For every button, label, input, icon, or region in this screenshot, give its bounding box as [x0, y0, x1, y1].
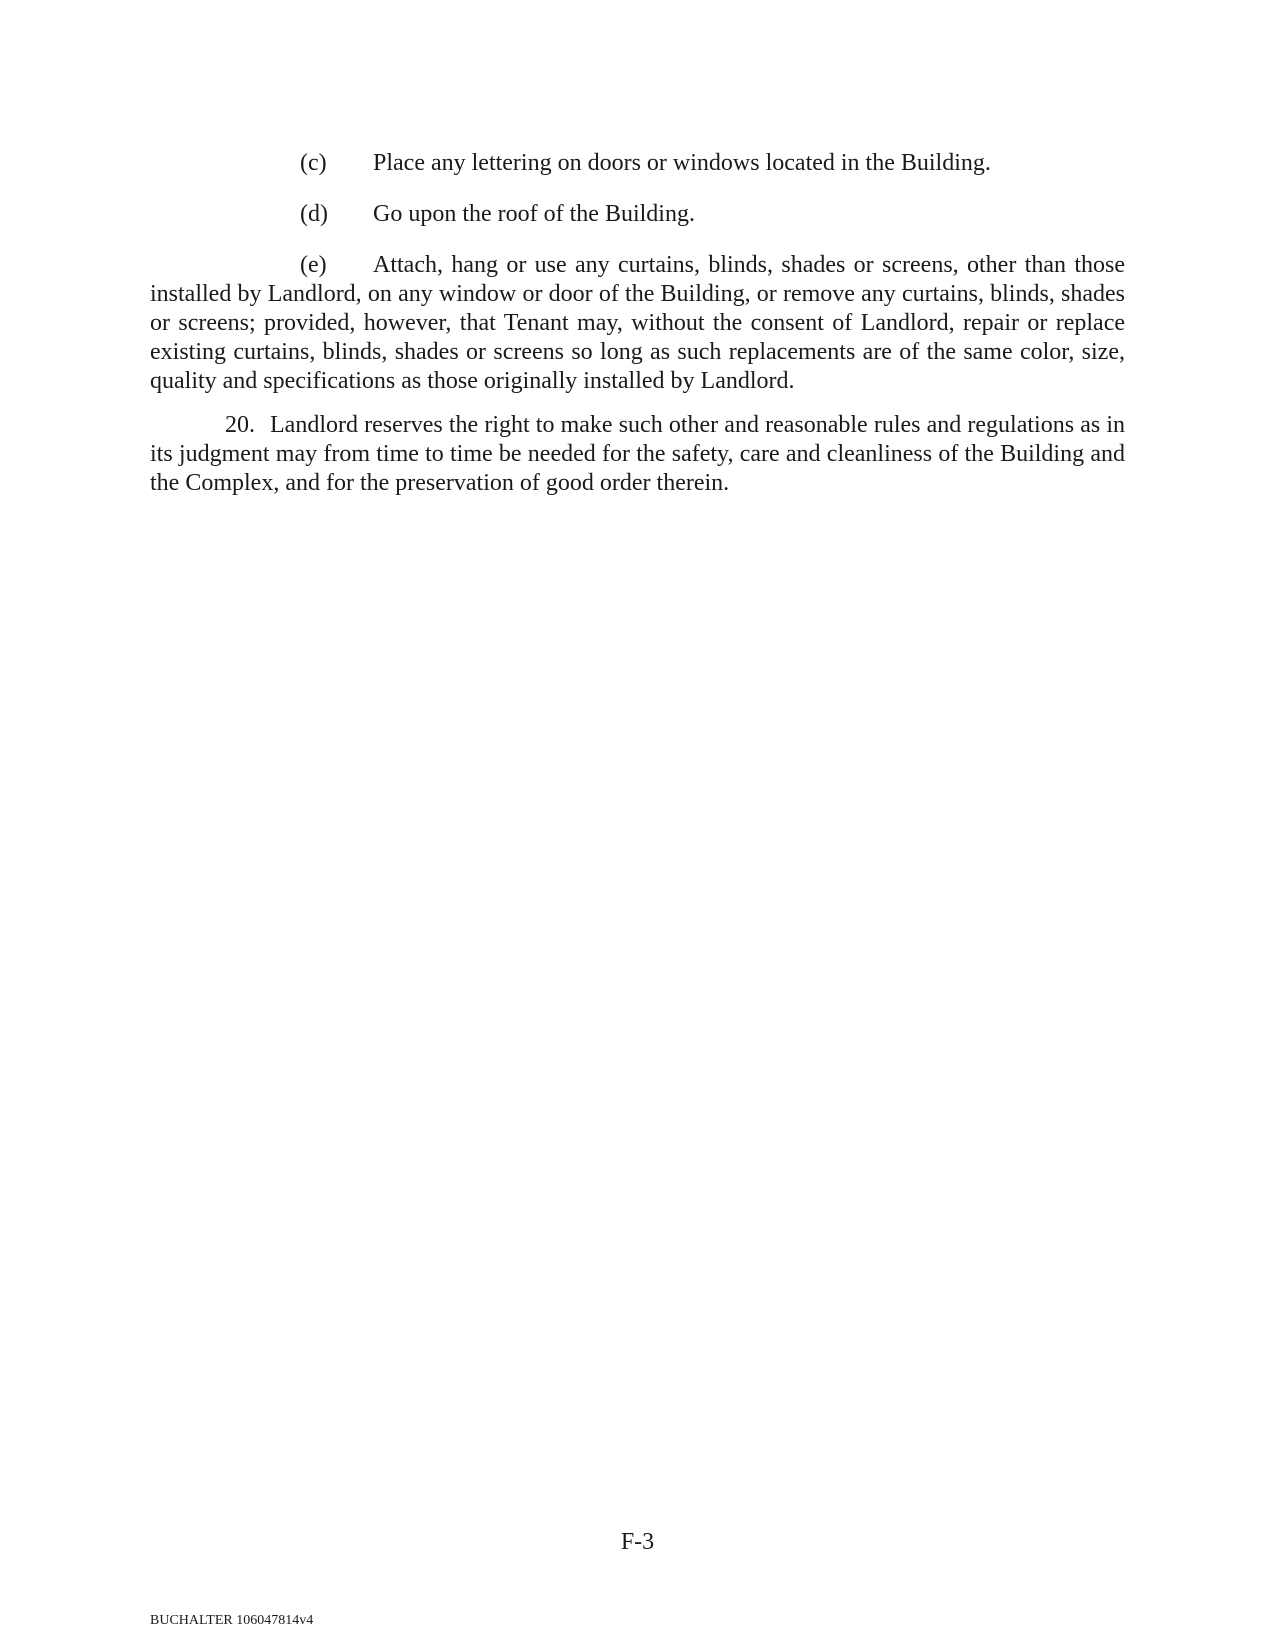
paragraph-20-text: Landlord reserves the right to make such other and reasonable rules and regulations as in its judgment may from time to time be needed for the safety, care and cleanliness of the Building and the Complex, and for the preservation of good order therein. [150, 412, 1125, 496]
item-d-text: Go upon the roof of the Building. [373, 201, 695, 227]
item-c-text: Place any lettering on doors or windows located in the Building. [373, 150, 991, 176]
item-e-text: Attach, hang or use any curtains, blinds, shades or screens, other than those installed by Landlord, on any window or door of the Building, or remove any curtains, blinds, shades or screens; provided, however, that Tenant may, without the consent of Landlord, repair or replace existing curtains, blinds, shades or screens so long as such replacements are of the same color, size, quality and specifications as those originally installed by Landlord. [150, 252, 1125, 394]
paragraph-20 [150, 411, 1125, 498]
item-d-label: (d) [300, 201, 328, 227]
paragraph-20-number: 20. [225, 412, 255, 438]
rule-item-e [150, 251, 1125, 396]
page-number: F-3 [620, 1529, 655, 1555]
document-id: BUCHALTER 106047814v4 [150, 1613, 314, 1628]
item-c-label: (c) [300, 150, 327, 176]
item-e-label: (e) [300, 252, 327, 278]
